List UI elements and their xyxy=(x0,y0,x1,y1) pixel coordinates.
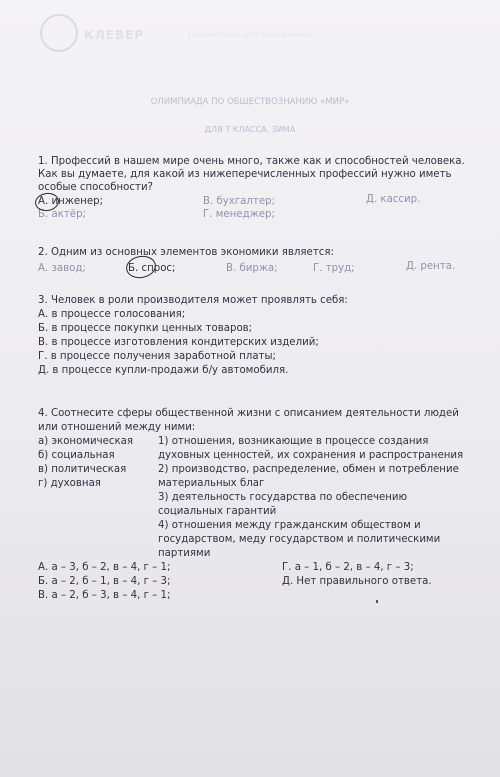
olympiad-subtitle: ДЛЯ 7 КЛАССА. ЗИМА xyxy=(204,125,296,134)
q4-description-line: социальных гарантий xyxy=(158,506,277,517)
q4-sphere-v: в) политическая xyxy=(38,464,127,475)
logo-text: КЛЕВЕР xyxy=(84,28,145,42)
q1-line1: 1. Профессий в нашем мире очень много, также как и способностей человека. xyxy=(38,156,465,167)
q3-option-d: Д. в процессе купли-продажи б/у автомобиля. xyxy=(38,365,289,376)
q1-option-v: В. бухгалтер; xyxy=(203,196,276,207)
q4-description-line: государством, меду государством и политическими xyxy=(158,534,441,545)
q2-option-g: Г. труд; xyxy=(313,263,355,274)
q3-option-v: В. в процессе изготовления кондитерских изделий; xyxy=(38,337,319,348)
q4-answer-v: В. а – 2, б – 3, в – 4, г – 1; xyxy=(38,590,171,601)
q1-option-g: Г. менеджер; xyxy=(203,209,275,220)
q4-text-line2: или отношений между ними: xyxy=(38,422,196,433)
q2-option-b: Б. спрос; xyxy=(128,263,176,274)
q3-text: 3. Человек в роли производителя может проявлять себя: xyxy=(38,295,348,306)
q4-description-line: 4) отношения между гражданским обществом и xyxy=(158,520,421,531)
q2-option-d: Д. рента. xyxy=(406,261,456,272)
q1-option-b: Б. актёр; xyxy=(38,209,86,220)
q4-sphere-b: б) социальная xyxy=(38,450,115,461)
q2-option-a: А. завод; xyxy=(38,263,86,274)
q4-description-line: 2) производство, распределение, обмен и потребление xyxy=(158,464,459,475)
q3-option-g: Г. в процессе получения заработной платы; xyxy=(38,351,276,362)
q3-option-a: А. в процессе голосования; xyxy=(38,309,186,320)
q1-option-a: А. инженер; xyxy=(38,196,104,207)
q4-description-line: партиями xyxy=(158,548,211,559)
q4-answer-b: Б. а – 2, б – 1, в – 4, г – 3; xyxy=(38,576,171,587)
q2-text: 2. Одним из основных элементов экономики является: xyxy=(38,247,334,258)
q4-description-line: 3) деятельность государства по обеспечению xyxy=(158,492,408,503)
q1-option-d: Д. кассир. xyxy=(366,194,421,205)
q4-answer-g: Г. а – 1, б – 2, в – 4, г – 3; xyxy=(282,562,414,573)
logo-tagline: | олимпиада для школьников xyxy=(188,30,313,39)
olympiad-title: ОЛИМПИАДА ПО ОБЩЕСТВОЗНАНИЮ «МИР» xyxy=(150,97,350,107)
q4-text-line1: 4. Соотнесите сферы общественной жизни с описанием деятельности людей xyxy=(38,408,459,419)
q1-text-line2: Как вы думаете, для какой из нижеперечисленных профессий нужно иметь xyxy=(38,169,452,180)
q4-description-line: 1) отношения, возникающие в процессе создания xyxy=(158,436,429,447)
q4-answer-d: Д. Нет правильного ответа. xyxy=(282,576,432,587)
q4-description-line: материальных благ xyxy=(158,478,265,489)
pen-dot-mark xyxy=(376,600,378,603)
q1-text-line3: особые способности? xyxy=(38,182,153,193)
q4-sphere-a: а) экономическая xyxy=(38,436,134,447)
q4-description-line: духовных ценностей, их сохранения и распространения xyxy=(158,450,464,461)
brain-logo-icon xyxy=(40,14,78,52)
q2-option-v: В. биржа; xyxy=(226,263,278,274)
q4-answer-a: А. а – 3, б – 2, в – 4, г – 1; xyxy=(38,562,171,573)
q3-option-b: Б. в процессе покупки ценных товаров; xyxy=(38,323,253,334)
q4-sphere-g: г) духовная xyxy=(38,478,101,489)
